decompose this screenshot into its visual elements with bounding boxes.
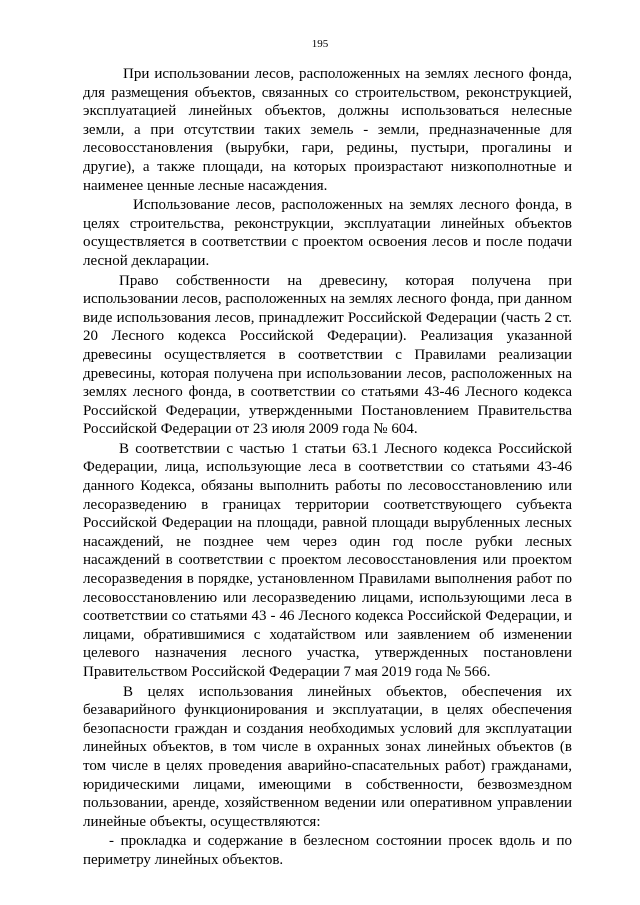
document-body bbox=[83, 65, 572, 871]
paragraph-land-use: При использовании лесов, расположенных на землях лесного фонда, для размещения объектов, связанных со строительством, реконструкцией, эксплуатацией линейных объектов, должны использоваться нелесные земли, а при отсутствии таких земель - земли, предназначенные для лесовосстановления (вырубки, гари, редины, пустыри, прогалины и другие), а также площади, на которых произрастают низкополнотные и наименее ценные лесные насаждения. bbox=[83, 66, 572, 194]
paragraph-wood-ownership: Право собственности на древесину, которая получена при использовании лесов, расположенных на землях лесного фонда, при данном виде использования лесов, принадлежит Российской Федерации (часть 2 ст. 20 Лесного кодекса Российской Федерации). Реализация указанной древесины осуществляется в соответствии с Правилами реализации древесины, которая получена при использовании лесов, расположенных на землях лесного фонда, в соответствии со статьями 43-46 Лесного кодекса Российской Федерации, утвержденными Постановлением Правительства Российской Федерации от 23 июля 2009 года № 604. bbox=[83, 272, 572, 438]
paragraph-reforestation: В соответствии с частью 1 статьи 63.1 Лесного кодекса Российской Федерации, лица, использующие леса в соответствии со статьями 43-46 данного Кодекса, обязаны выполнить работы по лесовосстановлению или лесоразведению в границах территории соответствующего субъекта Российской Федерации на площади, равной площади вырубленных лесных насаждений, не позднее чем через один год после рубки лесных насаждений в соответствии с проектом лесовосстановления или проектом лесоразведения в порядке, установленном Правилами выполнения работ по лесовосстановлению или лесоразведению лицами, использующими леса в соответствии со статьями 43 - 46 Лесного кодекса Российской Федерации, и лицами, обратившимися с ходатайством или заявлением об изменении целевого назначения лесного участка, утвержденных постановлени Правительством Российской Федерации 7 мая 2019 года № 566. bbox=[83, 440, 572, 680]
paragraph-linear-objects: В целях использования линейных объектов, обеспечения их безаварийного функционирования и эксплуатации, в целях обеспечения безопасности граждан и создания необходимых условий для эксплуатации линейных объектов, в том числе в охранных зонах линейных объектов (в том числе в целях проведения аварийно-спасательных работ) гражданами, юридическими лицами, имеющими в собственности, безвозмездном пользовании, аренде, хозяйственном ведении или оперативном управлении линейные объекты, осуществляются: bbox=[83, 683, 572, 830]
paragraph-forest-declaration: Использование лесов, расположенных на землях лесного фонда, в целях строительства, реконструкции, эксплуатации линейных объектов осуществляется в соответствии с проектом освоения лесов и после подачи лесной декларации. bbox=[83, 197, 572, 269]
page-number: 195 bbox=[311, 38, 329, 50]
list-item-clearings: - прокладка и содержание в безлесном состоянии просек вдоль и по периметру линейных объектов. bbox=[83, 833, 572, 868]
